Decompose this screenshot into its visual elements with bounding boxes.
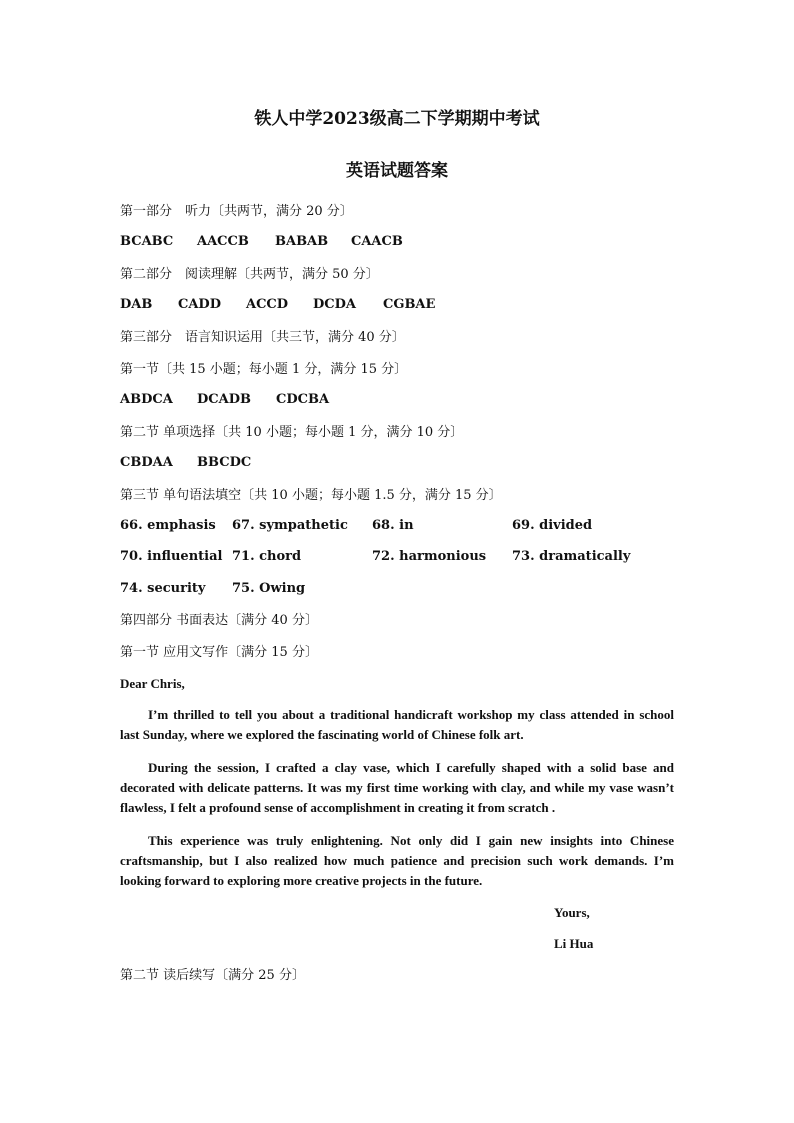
part4-section2-heading: 第二节 读后续写〔满分 25 分〕 xyxy=(120,968,305,983)
fill-answer: 72. harmonious xyxy=(372,549,487,564)
part4-section1-heading: 第一节 应用文写作〔满分 15 分〕 xyxy=(120,645,318,660)
part1-heading: 第一部分 听力〔共两节，满分 20 分〕 xyxy=(120,204,353,219)
answer-group: CAACB xyxy=(351,234,403,249)
page-subtitle: 英语试题答案 xyxy=(346,161,448,181)
part3-section1-heading: 第一节〔共 15 小题；每小题 1 分，满分 15 分〕 xyxy=(120,362,408,377)
letter-paragraph: This experience was truly enlightening. Not only did I gain new insights into Chinese craftsmanship, but I also realized how much patience and precision such work demands. I’m looking forward to exploring more creative projects in the future. xyxy=(120,833,674,888)
answer-group: CBDAA xyxy=(120,455,173,470)
answer-group: AACCB xyxy=(197,234,249,249)
fill-answer: 74. security xyxy=(120,581,206,596)
part3-heading: 第三部分 语言知识运用〔共三节，满分 40 分〕 xyxy=(120,330,405,345)
part2-heading: 第二部分 阅读理解〔共两节，满分 50 分〕 xyxy=(120,267,379,282)
fill-answer: 68. in xyxy=(372,518,414,533)
part4-heading: 第四部分 书面表达〔满分 40 分〕 xyxy=(120,613,318,628)
answer-group: DCDA xyxy=(313,297,356,312)
answer-group: ACCD xyxy=(246,297,289,312)
answer-group: DCADB xyxy=(197,392,251,407)
answer-group: DAB xyxy=(120,297,153,312)
part3-section2-heading: 第二节 单项选择〔共 10 小题；每小题 1 分，满分 10 分〕 xyxy=(120,425,464,440)
fill-answer: 70. influential xyxy=(120,549,223,564)
fill-answer: 69. divided xyxy=(512,518,593,533)
letter-greeting: Dear Chris, xyxy=(120,676,185,691)
fill-answer: 67. sympathetic xyxy=(232,518,348,533)
letter-paragraph: I’m thrilled to tell you about a traditional handicraft workshop my class attended in school last Sunday, where we explored the fascinating world of Chinese folk art. xyxy=(120,707,674,742)
answer-group: CGBAE xyxy=(383,297,436,312)
fill-answer: 71. chord xyxy=(232,549,302,564)
letter-paragraph: During the session, I crafted a clay vase, which I carefully shaped with a solid base and decorated with delicate patterns. It was my first time working with clay, and while my vase wasn’t flawless, I felt a profound sense of accomplishment in creating it from scratch . xyxy=(120,760,674,815)
answer-group: ABDCA xyxy=(120,392,173,407)
part3-section3-heading: 第三节 单句语法填空〔共 10 小题；每小题 1.5 分，满分 15 分〕 xyxy=(120,488,502,503)
answer-group: CDCBA xyxy=(276,392,330,407)
answer-group: BBCDC xyxy=(197,455,252,470)
answer-group: BABAB xyxy=(275,234,329,249)
fill-answer: 75. Owing xyxy=(232,581,306,596)
fill-answer: 66. emphasis xyxy=(120,518,216,533)
answer-group: CADD xyxy=(178,297,221,312)
page-title: 铁人中学2023级高二下学期期中考试 xyxy=(254,109,540,129)
letter-signature: Li Hua xyxy=(554,936,594,951)
letter-closing: Yours, xyxy=(554,905,590,920)
answer-group: BCABC xyxy=(120,234,174,249)
fill-answer: 73. dramatically xyxy=(512,549,631,564)
